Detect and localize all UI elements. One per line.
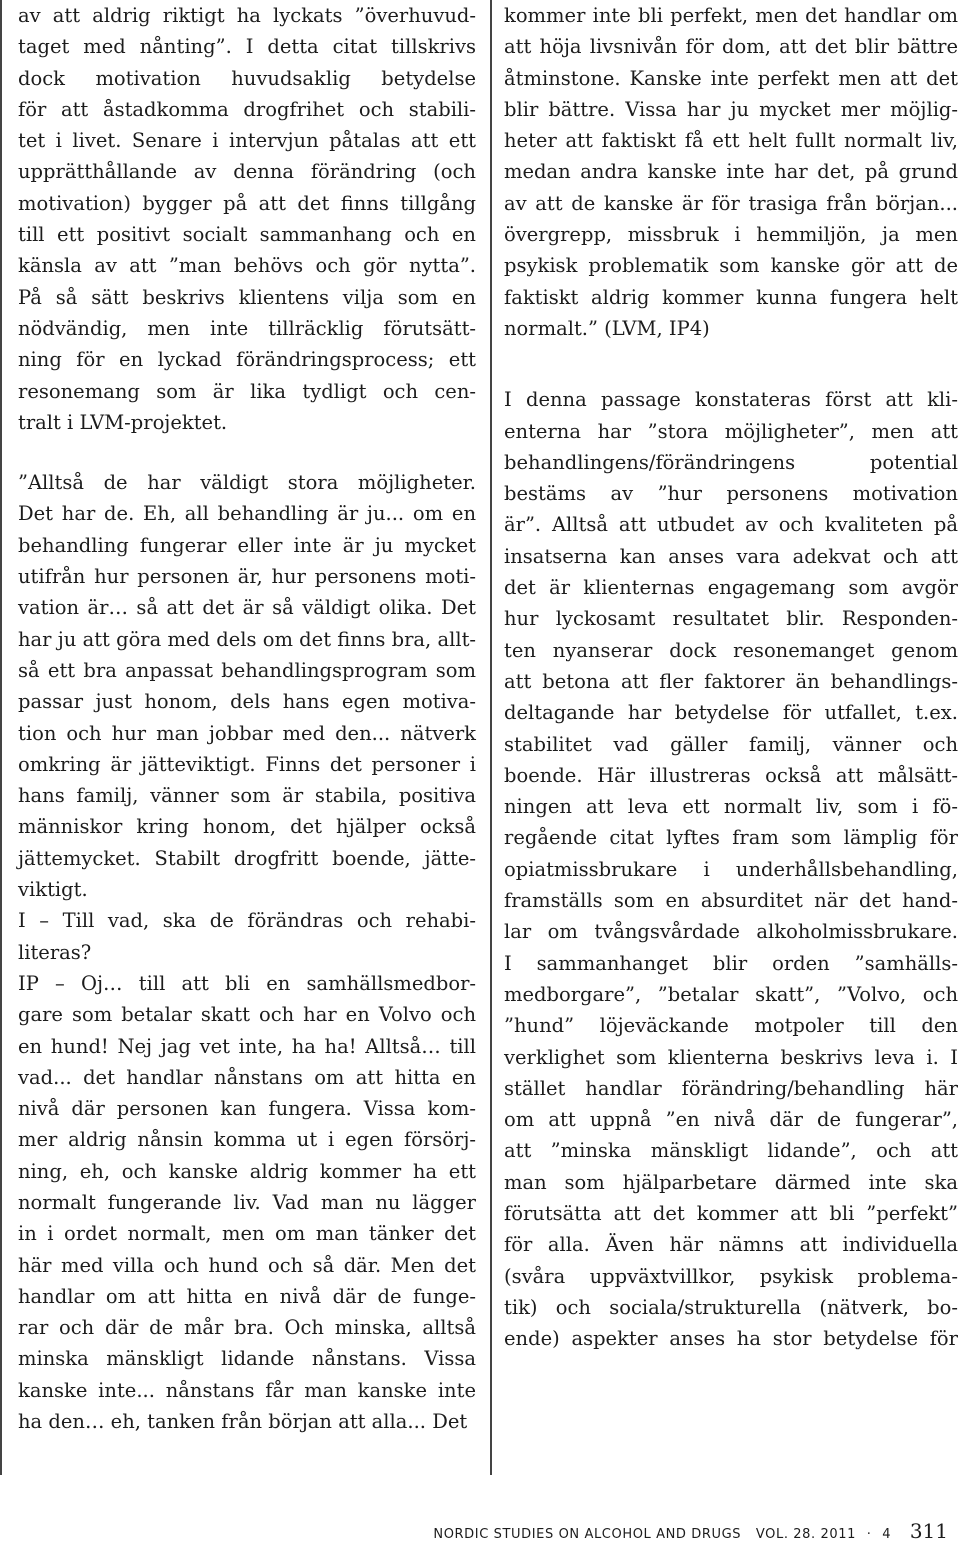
text-line: vad... det handlar nånstans om att hitta en — [18, 1065, 476, 1089]
text-line: På så sätt beskrivs klientens vilja som en — [18, 285, 476, 309]
text-line: nödvändig, men inte tillräcklig förutsätt- — [18, 316, 476, 340]
block-gap — [504, 344, 958, 384]
text-line: taget med nånting”. I detta citat tillskrivs — [18, 35, 476, 59]
text-line: medborgare”, ”betalar skatt”, ”Volvo, och — [504, 982, 958, 1006]
text-line: tion och hur man jobbar med den... nätverk — [18, 721, 476, 745]
left-column — [18, 0, 476, 1437]
text-line: ende) aspekter anses ha stor betydelse för — [504, 1327, 958, 1351]
text-line: passar just honom, dels hans egen motiva- — [18, 690, 476, 714]
text-line: man som hjälparbetare därmed inte ska — [504, 1170, 958, 1194]
text-line: I – Till vad, ska de förändras och rehabi- — [18, 909, 476, 933]
text-line: ning för en lyckad förändringsprocess; ett — [18, 348, 476, 372]
text-line: motivation) bygger på att det finns tillgång — [18, 191, 476, 215]
page-footer — [433, 1519, 948, 1543]
text-line: är”. Alltså att utbudet av och kvaliteten på — [504, 513, 958, 537]
text-line: gare som betalar skatt och har en Volvo och — [18, 1003, 476, 1027]
text-line: jättemycket. Stabilt drogfritt boende, jätte- — [18, 846, 476, 870]
text-line: dock motivation huvudsaklig betydelse — [18, 66, 476, 90]
text-line: så ett bra anpassat behandlingsprogram som — [18, 658, 476, 682]
text-line: resonemang som är lika tydligt och cen- — [18, 379, 476, 403]
volume-info: VOL. 28. 2011 — [755, 1527, 856, 1542]
text-line: framställs som en absurditet när det hand- — [504, 889, 958, 913]
text-line: insatserna kan anses vara adekvat och att — [504, 544, 958, 568]
text-line: utifrån hur personen är, hur personens moti- — [18, 565, 476, 589]
text-line: deltagande har betydelse för utfallet, t.ex. — [504, 701, 958, 725]
text-line: det är klienternas engagemang som avgör — [504, 576, 958, 600]
text-line: en hund! Nej jag vet inte, ha ha! Alltså… till — [18, 1034, 476, 1058]
text-line: övergrepp, missbruk i hemmiljön, ja men — [504, 223, 958, 247]
text-line: upprätthållande av denna förändring (och — [18, 160, 476, 184]
text-line: av att aldrig riktigt ha lyckats ”överhuvud- — [18, 4, 476, 27]
text-line: regående citat lyftes fram som lämplig för — [504, 826, 958, 850]
text-line: (svåra uppväxtvillkor, psykisk problema- — [504, 1264, 958, 1288]
left-margin-rule — [0, 0, 2, 1475]
text-line: ten nyanserar dock resonemanget genom — [504, 638, 958, 662]
text-line: har ju att göra med dels om det finns bra, allt- — [18, 627, 476, 651]
text-line: viktigt. — [18, 878, 88, 902]
quote-continuation — [504, 0, 958, 344]
text-line: psykisk problematik som kanske gör att de — [504, 254, 958, 278]
text-line: till ett positivt socialt sammanhang och en — [18, 223, 476, 247]
text-line: literas? — [18, 940, 92, 964]
text-line: normalt fungerande liv. Vad man nu lägger — [18, 1190, 476, 1214]
text-line: verklighet som klienterna beskrivs leva i. I — [504, 1045, 958, 1069]
text-line: ha den… eh, tanken från början att alla... Det — [18, 1410, 468, 1434]
text-line: medan andra kanske inte har det, på grund — [504, 160, 958, 184]
text-line: stabilitet vad gäller familj, vänner och — [504, 732, 958, 756]
text-line: tet i livet. Senare i intervjun påtalas att ett — [18, 129, 476, 153]
text-line: här med villa och hund och så där. Men det — [18, 1253, 476, 1277]
text-line: mer aldrig nånsin komma ut i egen försörj- — [18, 1128, 476, 1152]
text-line: stället handlar förändring/behandling här — [504, 1076, 958, 1100]
right-column — [504, 0, 958, 1354]
text-line: att ”minska mänskligt lidande”, och att — [504, 1139, 958, 1163]
text-line: hur lyckosamt resultatet blir. Responden- — [504, 607, 958, 631]
text-line: kommer inte bli perfekt, men det handlar om — [504, 4, 958, 27]
text-line: ”Alltså de har väldigt stora möjligheter. — [18, 471, 476, 495]
text-line: I sammanhanget blir orden ”samhälls- — [504, 951, 958, 975]
text-line: handlar om att hitta en nivå där de funge- — [18, 1284, 476, 1308]
text-line: Det har de. Eh, all behandling är ju... om en — [18, 502, 476, 526]
text-line: för alla. Även här nämns att individuella — [504, 1233, 958, 1257]
text-line: förutsätta att det kommer att bli ”perfekt” — [504, 1201, 958, 1225]
text-line: tralt i LVM-projektet. — [18, 410, 228, 434]
text-line: blir bättre. Vissa har ju mycket mer möjlig- — [504, 97, 958, 121]
text-line: minska mänskligt lidande nånstans. Vissa — [18, 1347, 476, 1371]
column-divider-rule — [490, 0, 492, 1475]
text-line: åtminstone. Kanske inte perfekt men att det — [504, 66, 958, 90]
text-line: vation är… så att det är så väldigt olika. Det — [18, 596, 476, 620]
text-line: nivå där personen kan fungera. Vissa kom- — [18, 1097, 476, 1121]
text-line: att betona att fler faktorer än behandlings- — [504, 669, 958, 693]
text-line: rar och där de mår bra. Och minska, alltså — [18, 1316, 476, 1340]
text-line: tik) och sociala/strukturella (nätverk, bo- — [504, 1295, 958, 1319]
text-line: om att uppnå ”en nivå där de fungerar”, — [504, 1108, 958, 1132]
text-line: ning, eh, och kanske aldrig kommer ha ett — [18, 1159, 476, 1183]
block-gap — [18, 438, 476, 467]
analysis-paragraph — [504, 384, 958, 1354]
text-line: kanske inte... nånstans får man kanske inte — [18, 1378, 476, 1402]
text-line: enterna har ”stora möjligheter”, men att — [504, 419, 958, 443]
text-line: ningen att leva ett normalt liv, som i fö- — [504, 795, 958, 819]
text-line: att höja livsnivån för dom, att det blir bättre — [504, 35, 958, 59]
text-line: känsla av att ”man behövs och gör nytta”. — [18, 254, 476, 278]
text-line: behandlingens/förändringens potential — [504, 450, 958, 474]
footer-separator: · — [866, 1527, 872, 1542]
text-line: faktiskt aldrig kommer kunna fungera helt — [504, 285, 958, 309]
text-line: in i ordet normalt, men om man tänker det — [18, 1222, 476, 1246]
left-paragraph — [18, 0, 476, 438]
text-line: av att de kanske är för trasiga från början... — [504, 191, 958, 215]
text-line: opiatmissbrukare i underhållsbehandling, — [504, 857, 958, 881]
text-line: I denna passage konstateras först att kli- — [504, 388, 958, 412]
text-line: normalt.” (LVM, IP4) — [504, 316, 710, 340]
text-line: lar om tvångsvårdade alkoholmissbrukare. — [504, 920, 958, 944]
journal-name: NORDIC STUDIES ON ALCOHOL AND DRUGS — [433, 1527, 742, 1542]
interview-quote — [18, 467, 476, 1437]
text-line: IP – Oj… till att bli en samhällsmedbor- — [18, 971, 476, 995]
text-line: hans familj, vänner som är stabila, positiva — [18, 784, 476, 808]
text-line: för att åstadkomma drogfrihet och stabili- — [18, 97, 476, 121]
issue-number: 4 — [882, 1527, 892, 1542]
text-line: bestäms av ”hur personens motivation — [504, 482, 958, 506]
text-line: heter att faktiskt få ett helt fullt normalt liv, — [504, 129, 958, 153]
text-line: människor kring honom, det hjälper också — [18, 815, 476, 839]
page-number: 311 — [909, 1519, 948, 1543]
text-line: ”hund” löjeväckande motpoler till den — [504, 1014, 958, 1038]
text-line: behandling fungerar eller inte är ju mycket — [18, 533, 476, 557]
text-line: omkring är jätteviktigt. Finns det personer i — [18, 752, 476, 776]
text-line: boende. Här illustreras också att målsätt- — [504, 763, 958, 787]
